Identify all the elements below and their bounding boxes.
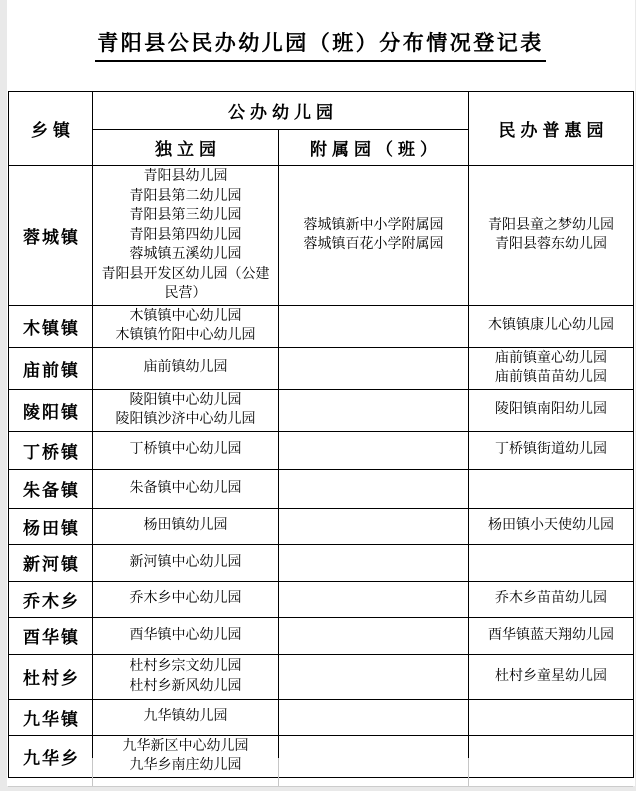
attached-kindergartens-cell (279, 654, 469, 699)
kindergarten-name: 蓉城镇百花小学附属园 (303, 237, 444, 253)
independent-kindergartens-cell (93, 389, 279, 431)
kindergarten-name: 陵阳镇沙济中心幼儿园 (115, 412, 256, 427)
private-kindergartens-cell (469, 305, 634, 347)
independent-kindergartens-cell (93, 544, 279, 581)
independent-kindergartens-cell (93, 469, 279, 508)
township-cell: 木镇镇 (9, 305, 93, 347)
attached-kindergartens-cell (279, 431, 469, 469)
private-kindergartens-cell (469, 654, 634, 699)
table-row (9, 654, 634, 699)
kindergarten-name: 青阳县第二幼儿园 (129, 188, 242, 204)
header-township: 乡镇 (9, 92, 93, 166)
table-row (9, 699, 634, 735)
kindergarten-name: 酉华镇中心幼儿园 (129, 627, 242, 643)
private-kindergartens-cell (469, 735, 634, 777)
attached-kindergartens-cell (279, 544, 469, 581)
kindergarten-name: 蓉城镇五溪幼儿园 (129, 247, 242, 262)
independent-kindergartens-cell (93, 347, 279, 389)
private-kindergartens-cell (469, 389, 634, 431)
kindergarten-name: 杜村乡新风幼儿园 (129, 678, 242, 694)
header-independent: 独立园 (93, 130, 279, 166)
township-cell: 酉华镇 (9, 617, 93, 654)
document-title-text: 青阳县公民办幼儿园（班）分布情况登记表 (95, 31, 546, 62)
kindergarten-name: 青阳县第四幼儿园 (129, 227, 242, 243)
township-cell: 朱备镇 (9, 469, 93, 508)
independent-kindergartens-cell (93, 654, 279, 699)
table-row (9, 305, 634, 347)
independent-kindergartens-cell (93, 617, 279, 654)
kindergarten-name: 木镇镇竹阳中心幼儿园 (115, 328, 256, 343)
private-kindergartens-cell (469, 617, 634, 654)
table-row (9, 617, 634, 654)
private-kindergartens-cell (469, 166, 634, 306)
attached-kindergartens-cell (279, 166, 469, 306)
private-kindergartens-cell (469, 347, 634, 389)
table-body (9, 166, 634, 778)
kindergarten-name: 杨田镇小天使幼儿园 (488, 518, 614, 534)
table-row (9, 469, 634, 508)
kindergarten-name: 木镇镇康儿心幼儿园 (488, 318, 614, 334)
kindergarten-name: 蓉城镇新中小学附属园 (303, 217, 444, 233)
independent-kindergartens-cell (93, 735, 279, 777)
township-cell: 陵阳镇 (9, 389, 93, 431)
kindergarten-name: 杨田镇幼儿园 (143, 518, 228, 534)
attached-kindergartens-cell (279, 508, 469, 544)
header-private: 民办普惠园 (469, 92, 634, 166)
independent-kindergartens-cell (93, 699, 279, 735)
kindergarten-name: 庙前镇幼儿园 (143, 360, 228, 376)
independent-kindergartens-cell (93, 581, 279, 617)
township-cell: 九华镇 (9, 699, 93, 735)
table-row (9, 581, 634, 617)
kindergarten-name: 九华新区中心幼儿园 (122, 738, 249, 754)
faint-gridline-horizontal (8, 786, 633, 787)
attached-kindergartens-cell (279, 347, 469, 389)
independent-kindergartens-cell (93, 508, 279, 544)
kindergarten-name: 青阳县第三幼儿园 (129, 208, 242, 223)
kindergarten-name: 丁桥镇街道幼儿园 (495, 442, 607, 458)
attached-kindergartens-cell (279, 617, 469, 654)
private-kindergartens-cell (469, 581, 634, 617)
header-public-group: 公办幼儿园 (93, 92, 469, 130)
kindergarten-name: 青阳县童之梦幼儿园 (488, 217, 614, 233)
township-cell: 杨田镇 (9, 508, 93, 544)
attached-kindergartens-cell (279, 735, 469, 777)
private-kindergartens-cell (469, 508, 634, 544)
header-row-1 (9, 92, 634, 130)
table-row (9, 389, 634, 431)
attached-kindergartens-cell (279, 305, 469, 347)
attached-kindergartens-cell (279, 581, 469, 617)
attached-kindergartens-cell (279, 699, 469, 735)
independent-kindergartens-cell (93, 305, 279, 347)
table-row (9, 431, 634, 469)
kindergarten-name: 乔木乡苗苗幼儿园 (495, 591, 607, 607)
township-cell: 九华乡 (9, 735, 93, 777)
kindergarten-name: 杜村乡宗文幼儿园 (129, 659, 242, 674)
kindergarten-name: 丁桥镇中心幼儿园 (129, 442, 242, 458)
independent-kindergartens-cell (93, 166, 279, 306)
kindergarten-name: 陵阳镇南阳幼儿园 (495, 402, 607, 418)
township-cell: 新河镇 (9, 544, 93, 581)
kindergarten-name: 九华乡南庄幼儿园 (129, 758, 242, 773)
kindergarten-name: 乔木乡中心幼儿园 (129, 591, 242, 607)
table-row (9, 735, 634, 777)
attached-kindergartens-cell (279, 469, 469, 508)
kindergarten-name: 青阳县蓉东幼儿园 (495, 237, 607, 253)
faint-gridline-vertical (92, 758, 93, 786)
township-cell: 蓉城镇 (9, 166, 93, 306)
table-row (9, 347, 634, 389)
kindergarten-name: 庙前镇苗苗幼儿园 (495, 370, 607, 385)
kindergarten-name: 青阳县幼儿园 (143, 169, 228, 184)
faint-gridline-vertical (468, 758, 469, 786)
table-row (9, 166, 634, 306)
table-row (9, 508, 634, 544)
kindergarten-name: 青阳县开发区幼儿园（公建民营） (101, 266, 270, 301)
private-kindergartens-cell (469, 431, 634, 469)
document-title (8, 27, 633, 57)
independent-kindergartens-cell (93, 431, 279, 469)
faint-gridline-vertical (278, 758, 279, 786)
kindergarten-distribution-table (8, 91, 634, 778)
township-cell: 乔木乡 (9, 581, 93, 617)
header-attached: 附属园（班） (279, 130, 469, 166)
township-cell: 丁桥镇 (9, 431, 93, 469)
township-cell: 庙前镇 (9, 347, 93, 389)
private-kindergartens-cell (469, 699, 634, 735)
attached-kindergartens-cell (279, 389, 469, 431)
kindergarten-name: 木镇镇中心幼儿园 (129, 308, 242, 324)
table-row (9, 544, 634, 581)
kindergarten-name: 庙前镇童心幼儿园 (495, 350, 607, 366)
kindergarten-name: 酉华镇蓝天翔幼儿园 (488, 627, 614, 643)
kindergarten-name: 朱备镇中心幼儿园 (129, 480, 242, 496)
kindergarten-name: 九华镇幼儿园 (143, 709, 228, 725)
township-cell: 杜村乡 (9, 654, 93, 699)
kindergarten-name: 陵阳镇中心幼儿园 (129, 392, 242, 408)
kindergarten-name: 新河镇中心幼儿园 (129, 554, 242, 570)
kindergarten-name: 杜村乡童星幼儿园 (495, 668, 607, 684)
private-kindergartens-cell (469, 469, 634, 508)
private-kindergartens-cell (469, 544, 634, 581)
